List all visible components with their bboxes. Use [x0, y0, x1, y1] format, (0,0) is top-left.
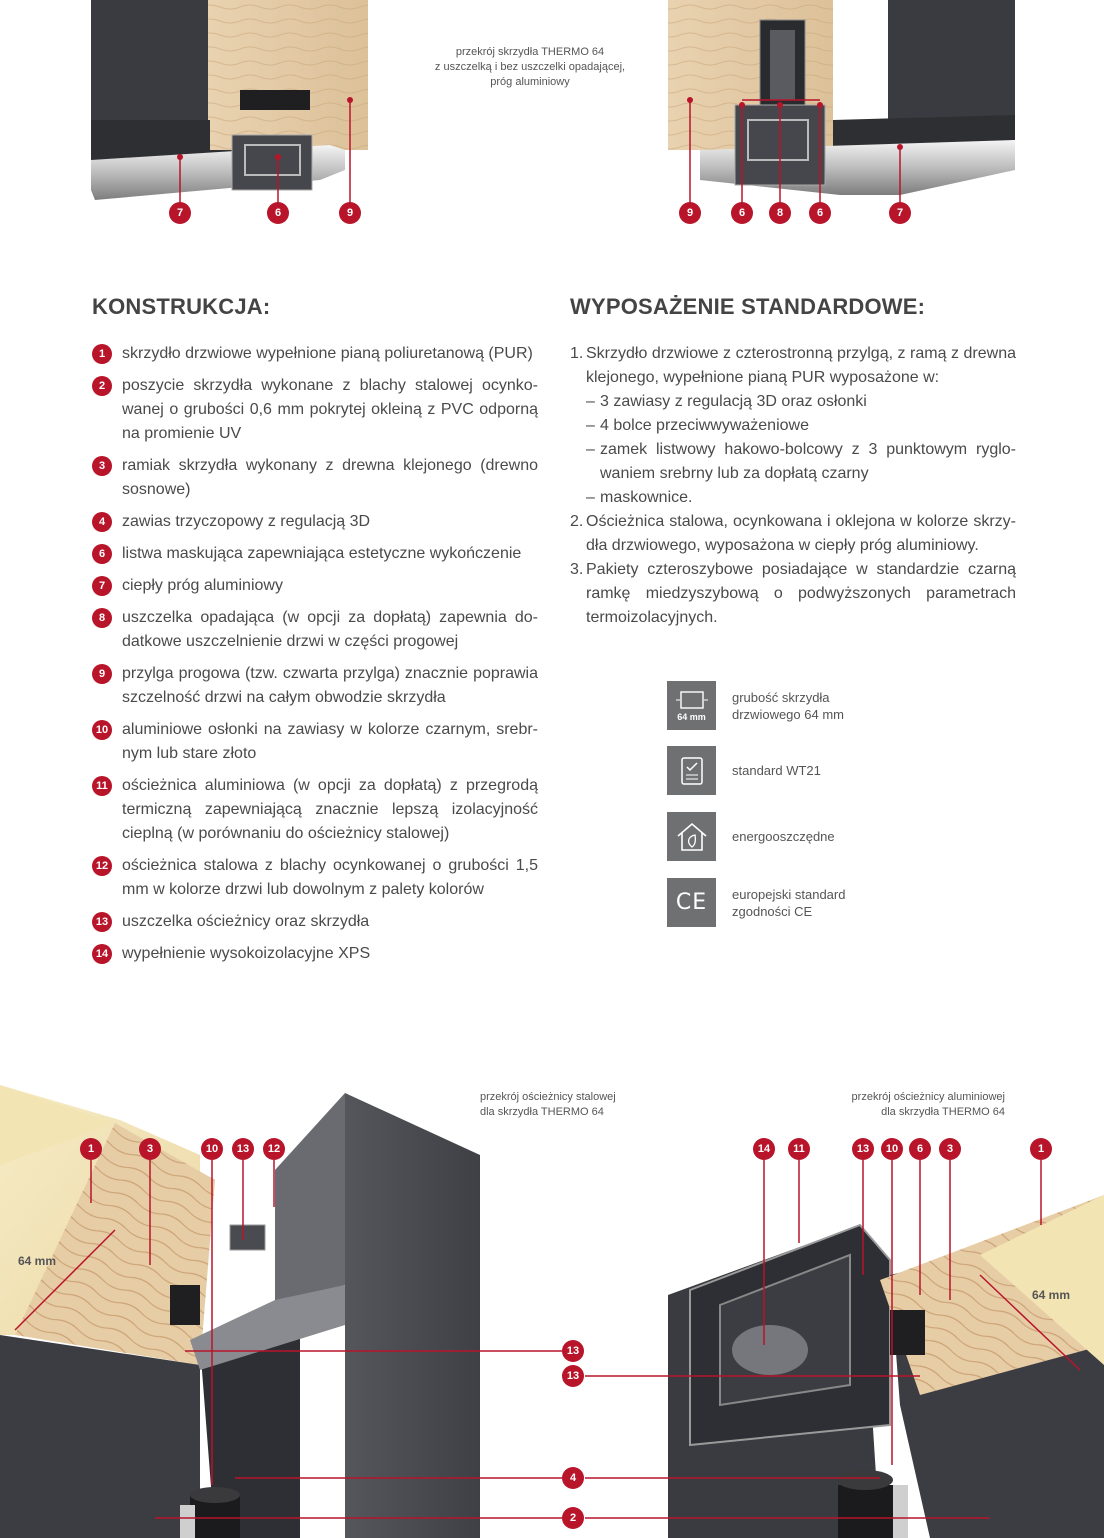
dimension-label: 64 mm: [18, 1254, 57, 1268]
callout-badge: 6: [731, 202, 753, 224]
callout-badge: 10: [881, 1138, 903, 1160]
feature-ce: CE europejski standard zgodności CE: [667, 878, 845, 927]
list-item: 7 ciepły próg aluminiowy: [92, 574, 538, 598]
list-item: 4 zawias trzyczopowy z regulacją 3D: [92, 510, 538, 534]
callout-badge: 1: [80, 1138, 102, 1160]
wyposazenie-section: [570, 294, 1016, 630]
list-item: 2. Ościeżnica stalowa, ocynkowana i oklejona w kolorze skrzy-dła drzwiowego, wyposażona w ciepły próg aluminiowy.: [570, 513, 1016, 554]
callout-badge: 13: [852, 1138, 874, 1160]
right-threshold-section: [668, 0, 1015, 205]
callout-badge: 6: [909, 1138, 931, 1160]
door-thickness-icon: 64 mm: [667, 681, 716, 730]
callout-badge: 2: [562, 1507, 584, 1529]
callout-badge: 8: [769, 202, 791, 224]
list-item: 14 wypełnienie wysokoizolacyjne XPS: [92, 942, 538, 966]
konstrukcja-section: [92, 294, 538, 974]
list-item: 9 przylga progowa (tzw. czwarta przylga) znacznie poprawia szczelność drzwi na całym obwodzie skrzydła: [92, 662, 538, 710]
list-item: 10 aluminiowe osłonki na zawiasy w kolorze czarnym, srebr-nym lub stare złoto: [92, 718, 538, 766]
section-title: WYPOSAŻENIE STANDARDOWE:: [570, 294, 926, 319]
callout-badge: 4: [562, 1467, 584, 1489]
callout-badge: 7: [169, 202, 191, 224]
steel-frame-caption: przekrój ościeżnicy stalowej dla skrzydła THERMO 64: [480, 1091, 616, 1118]
callout-badge: 13: [562, 1365, 584, 1387]
sub-item: – 3 zawiasy z regulacją 3D oraz osłonki: [586, 393, 867, 410]
list-item: 8 uszczelka opadająca (w opcji za dopłatą) zapewnia do-datkowe uszczelnienie drzwi w części progowej: [92, 606, 538, 654]
callout-badge: 13: [562, 1340, 584, 1362]
sub-item: – maskownice.: [586, 489, 693, 506]
list-item: 11 ościeżnica aluminiowa (w opcji za dopłatą) z przegrodą termiczną zapewniającą znacznie lepszą izolacyjność cieplną (w porównaniu do ościeżnicy stalowej): [92, 774, 538, 846]
callout-badge: 13: [232, 1138, 254, 1160]
ce-mark-icon: CE: [667, 878, 716, 927]
list-item: 3 ramiak skrzydła wykonany z drewna klejonego (drewno sosnowe): [92, 454, 538, 502]
feature-thickness: 64 mm grubość skrzydła drzwiowego 64 mm: [667, 681, 844, 730]
list-item: 6 listwa maskująca zapewniająca estetyczne wykończenie: [92, 542, 538, 566]
feature-energy: energooszczędne: [667, 812, 835, 861]
callout-badge: 12: [263, 1138, 285, 1160]
callout-badge: 11: [788, 1138, 810, 1160]
callout-badge: 1: [1030, 1138, 1052, 1160]
callout-badge: 14: [753, 1138, 775, 1160]
callout-badge: 10: [201, 1138, 223, 1160]
callout-badge: 6: [809, 202, 831, 224]
aluminium-frame-section: [668, 1195, 1104, 1538]
sub-item: – zamek listwowy hakowo-bolcowy z 3 punktowym ryglo-waniem srebrny lub za dopłatą czarny: [586, 441, 1016, 482]
eco-house-icon: [667, 812, 716, 861]
left-threshold-section: [91, 0, 368, 205]
wyposazenie-list: [570, 342, 1016, 630]
list-item: 3. Pakiety czteroszybowe posiadające w standardzie czarną ramkę miedzyszybową o podwyższonych parametrach termoizolacyjnych.: [570, 561, 1016, 626]
certificate-icon: [667, 746, 716, 795]
aluminium-frame-caption: przekrój ościeżnicy aluminiowej dla skrzydła THERMO 64: [851, 1091, 1005, 1118]
callout-badge: 9: [339, 202, 361, 224]
top-illustrations: [0, 0, 1104, 240]
section-title: KONSTRUKCJA:: [92, 294, 271, 319]
list-item: 2 poszycie skrzydła wykonane z blachy stalowej ocynko-wanej o grubości 0,6 mm pokrytej okleiną z PVC odporną na promienie UV: [92, 374, 538, 446]
dimension-label: 64 mm: [1032, 1288, 1071, 1302]
bottom-illustrations: [0, 1085, 1104, 1538]
callout-badge: 9: [679, 202, 701, 224]
konstrukcja-list: [92, 342, 538, 966]
list-item: 1 skrzydło drzwiowe wypełnione pianą poliuretanową (PUR): [92, 342, 538, 366]
callout-badge: 6: [267, 202, 289, 224]
feature-wt21: standard WT21: [667, 746, 821, 795]
callout-badge: 7: [889, 202, 911, 224]
top-caption: przekrój skrzydła THERMO 64 z uszczelką i bez uszczelki opadającej, próg aluminiowy: [434, 46, 626, 88]
list-item: 1. Skrzydło drzwiowe z czterostronną przylgą, z ramą z drewna klejonego, wypełnione pianą PUR wyposażone w: – 3 zawiasy z regulacją 3D oraz osłonki – 4 bolce przeciwwyważeniowe – zamek listwowy hakowo-bolcowy z 3 punktowym ryglo-waniem srebrny lub za dopłatą czarny – maskownice.: [570, 342, 1016, 510]
callout-badge: 3: [939, 1138, 961, 1160]
list-item: 12 ościeżnica stalowa z blachy ocynkowanej o grubości 1,5 mm w kolorze drzwi lub dowolnym z palety kolorów: [92, 854, 538, 902]
callout-badge: 3: [139, 1138, 161, 1160]
list-item: 13 uszczelka ościeżnicy oraz skrzydła: [92, 910, 538, 934]
sub-item: – 4 bolce przeciwwyważeniowe: [586, 417, 809, 434]
